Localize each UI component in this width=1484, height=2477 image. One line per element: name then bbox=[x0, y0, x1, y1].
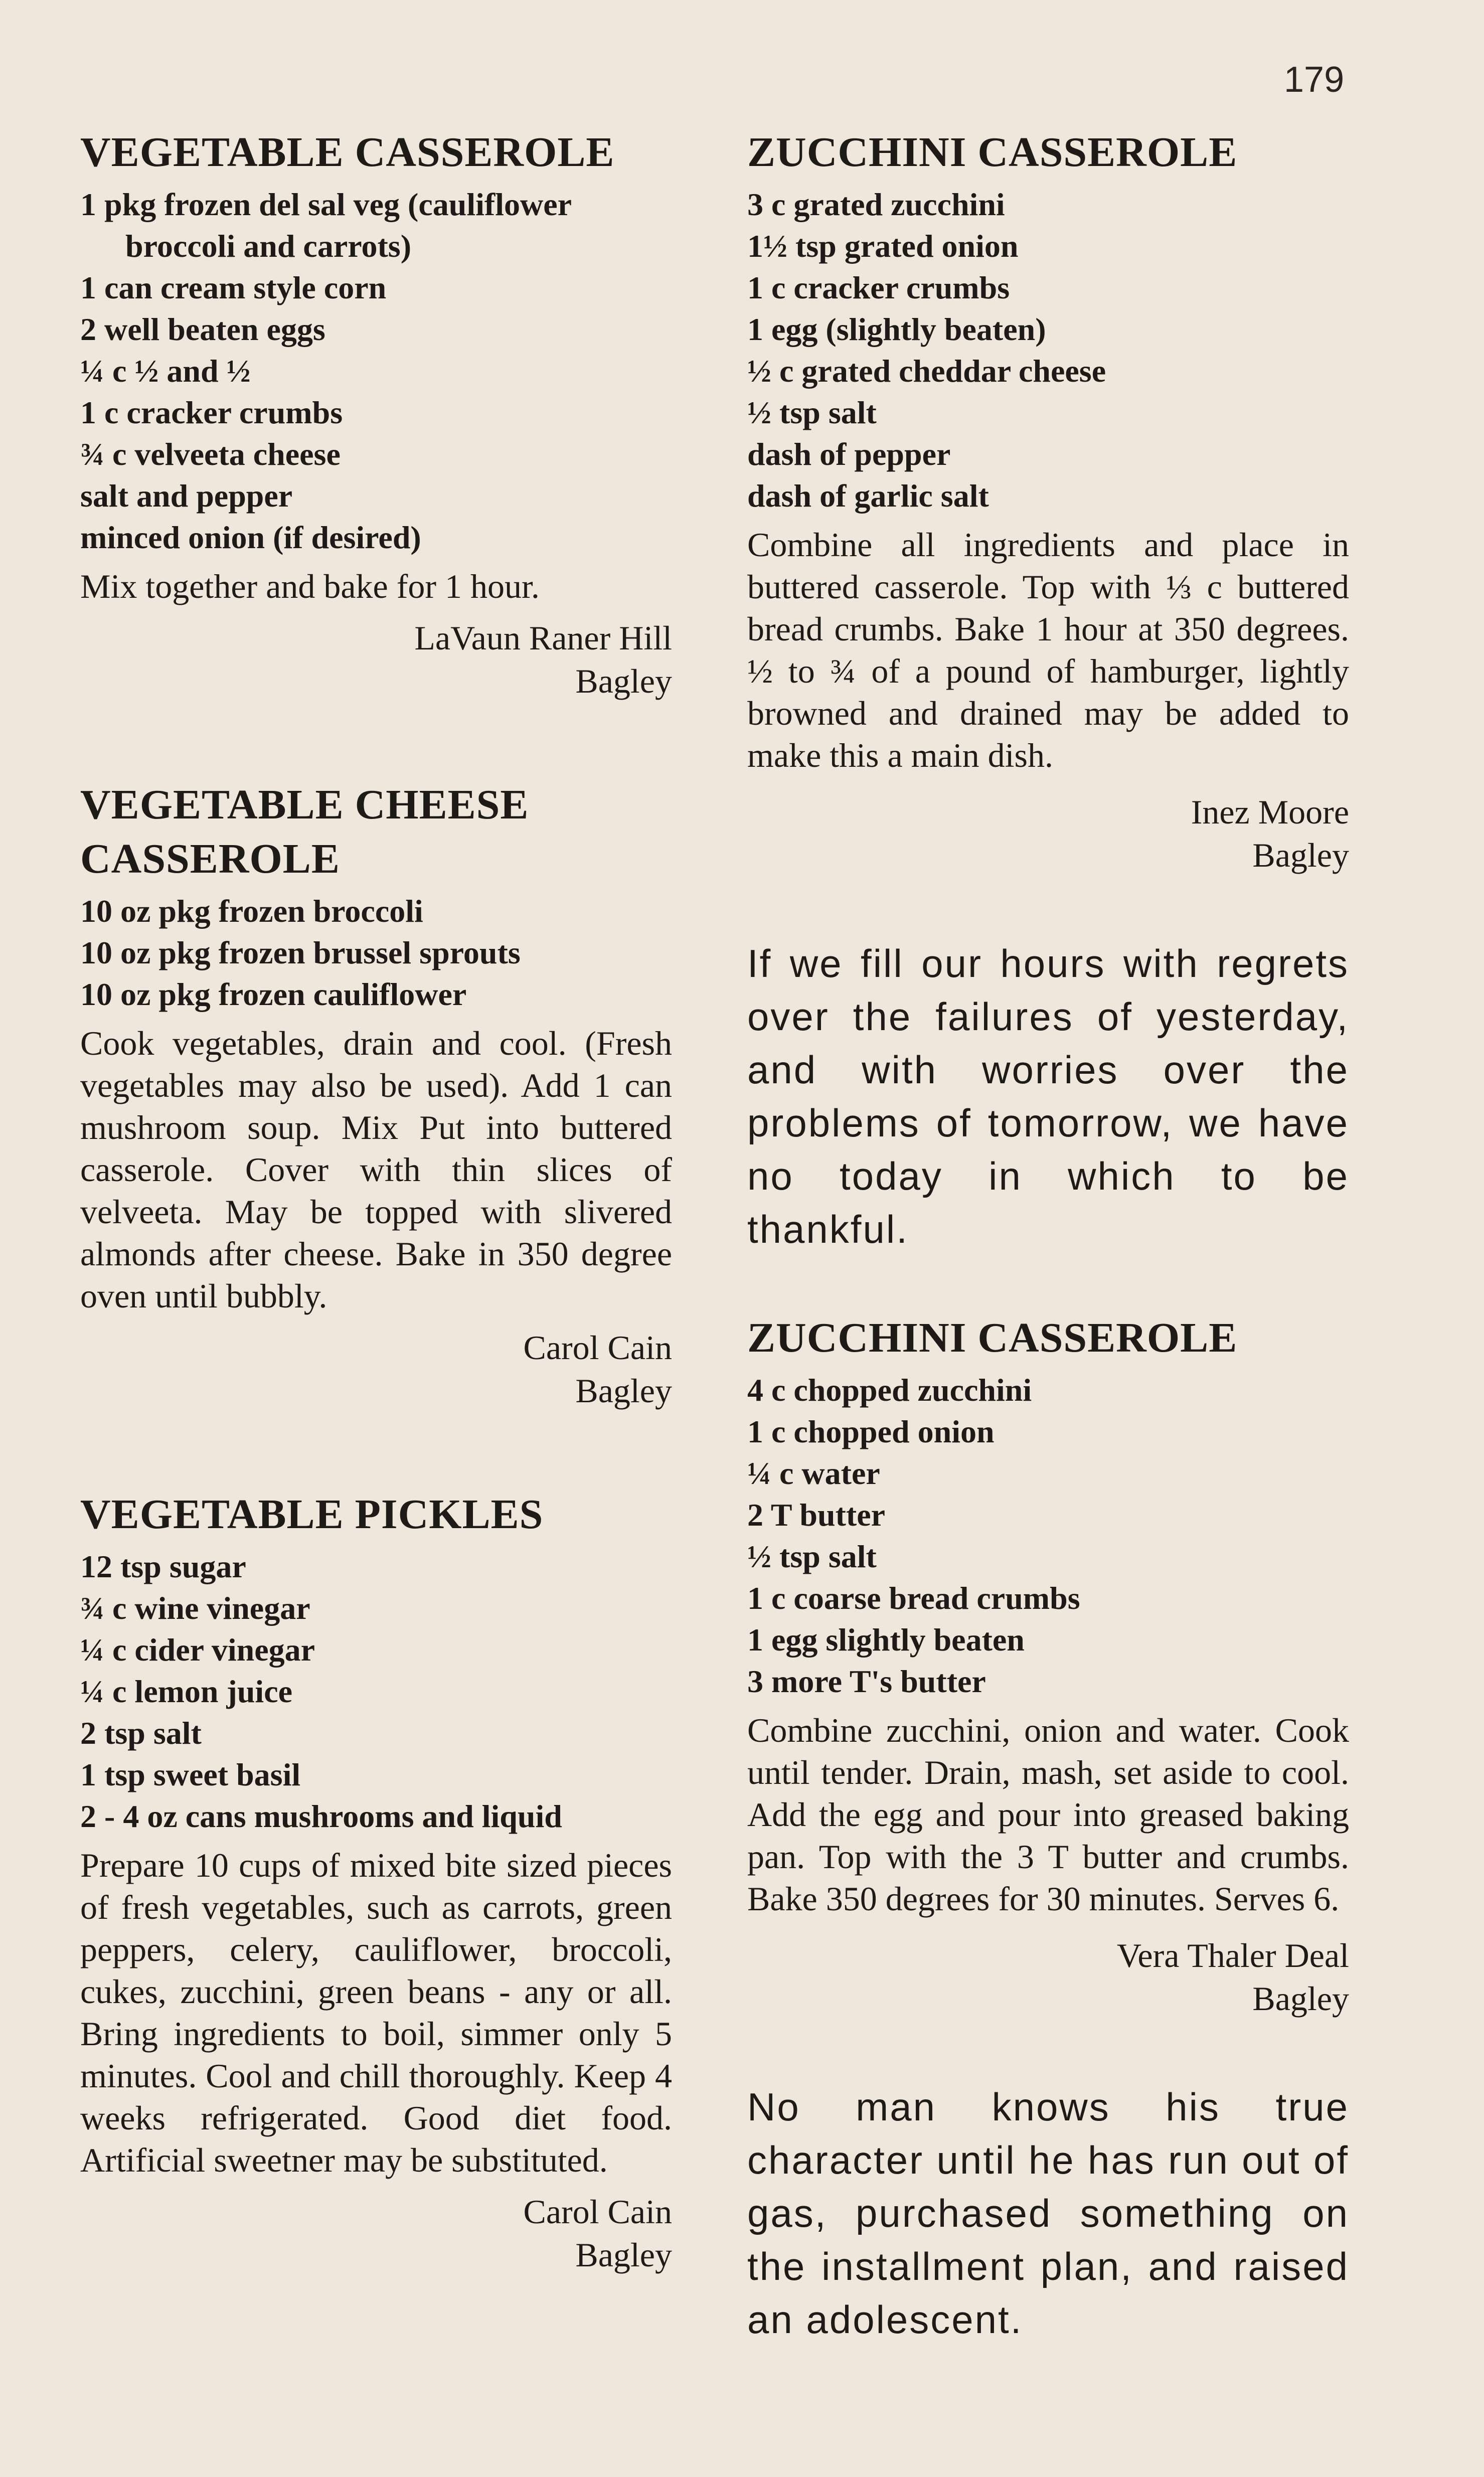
ingredient: 1 c coarse bread crumbs bbox=[747, 1580, 1080, 1616]
ingredient: 2 well beaten eggs bbox=[80, 311, 325, 347]
ingredient: 1 c cracker crumbs bbox=[80, 395, 343, 430]
recipe-instructions: Combine zucchini, onion and water. Cook until tender. Drain, mash, set aside to cool. Add the egg and pour into greased baking pan. Top with the 3 T butter and crumbs. Bake 350 degrees for 30 minutes. Serves 6. bbox=[747, 1711, 1349, 1918]
author-town: Bagley bbox=[1252, 1979, 1349, 2018]
ingredient: salt and pepper bbox=[80, 478, 293, 514]
ingredient: ¾ c velveeta cheese bbox=[80, 436, 341, 472]
left-column bbox=[80, 125, 672, 2276]
ingredient-list bbox=[747, 184, 1349, 517]
ingredient: ½ c grated cheddar cheese bbox=[747, 353, 1106, 389]
ingredient: ½ tsp salt bbox=[747, 395, 877, 430]
ingredient: ½ tsp salt bbox=[747, 1539, 877, 1574]
right-column bbox=[747, 125, 1349, 2401]
recipe-vegetable-pickles bbox=[80, 1488, 672, 2276]
ingredient: 1 egg slightly beaten bbox=[747, 1622, 1025, 1658]
author-name: LaVaun Raner Hill bbox=[414, 619, 672, 657]
ingredient: 1 c chopped onion bbox=[747, 1414, 995, 1449]
recipe-vegetable-cheese-casserole bbox=[80, 778, 672, 1412]
recipe-title: ZUCCHINI CASSEROLE bbox=[747, 1314, 1238, 1361]
ingredient: 1 c cracker crumbs bbox=[747, 270, 1010, 305]
recipe-zucchini-casserole-2 bbox=[747, 1311, 1349, 2020]
author-town: Bagley bbox=[575, 2236, 672, 2274]
author-name: Inez Moore bbox=[1191, 793, 1349, 831]
recipe-instructions: Mix together and bake for 1 hour. bbox=[80, 567, 540, 605]
ingredient: 1 tsp sweet basil bbox=[80, 1757, 301, 1792]
ingredient: 1 pkg frozen del sal veg (cauliflower broccoli and carrots) bbox=[80, 187, 571, 264]
recipe-instructions: Combine all ingredients and place in buttered casserole. Top with ⅓ c buttered bread crumbs. Bake 1 hour at 350 degrees. ½ to ¾ of a pound of hamburger, lightly browned and drained may be added to make this a main dish. bbox=[747, 526, 1349, 774]
ingredient: 12 tsp sugar bbox=[80, 1549, 246, 1584]
ingredient: ¼ c lemon juice bbox=[80, 1674, 292, 1709]
author-name: Carol Cain bbox=[523, 1329, 672, 1367]
ingredient: 10 oz pkg frozen brussel sprouts bbox=[80, 935, 521, 970]
ingredient: 1½ tsp grated onion bbox=[747, 228, 1019, 264]
ingredient: ¼ c ½ and ½ bbox=[80, 353, 251, 389]
recipe-vegetable-casserole bbox=[80, 125, 672, 703]
ingredient-list bbox=[80, 890, 672, 1015]
ingredient: 1 can cream style corn bbox=[80, 270, 387, 305]
ingredient: dash of pepper bbox=[747, 436, 951, 472]
author-name: Carol Cain bbox=[523, 2193, 672, 2231]
ingredient: 3 more T's butter bbox=[747, 1664, 986, 1699]
recipe-author bbox=[80, 616, 672, 703]
ingredient-list bbox=[80, 1546, 672, 1837]
recipe-title: VEGETABLE CHEESE CASSEROLE bbox=[80, 781, 529, 882]
ingredient: 3 c grated zucchini bbox=[747, 187, 1005, 222]
page-number: 179 bbox=[1284, 60, 1345, 100]
author-name: Vera Thaler Deal bbox=[1116, 1936, 1349, 1974]
filler-quote-character: No man knows his true character until he has run out of gas, purchased something on the installment plan, and raised an adolescent. bbox=[747, 2085, 1349, 2342]
recipe-title: VEGETABLE PICKLES bbox=[80, 1491, 544, 1538]
ingredient-list bbox=[747, 1369, 1349, 1702]
ingredient: 10 oz pkg frozen broccoli bbox=[80, 893, 423, 929]
recipe-author bbox=[80, 2190, 672, 2276]
recipe-instructions: Prepare 10 cups of mixed bite sized pieces of fresh vegetables, such as carrots, green peppers, celery, cauliflower, broccoli, cukes, zucchini, green beans - any or all. Bring ingredients to boil, simmer only 5 minutes. Cool and chill thoroughly. Keep 4 weeks refrigerated. Good diet food. Artificial sweetner may be substituted. bbox=[80, 1846, 672, 2179]
ingredient: minced onion (if desired) bbox=[80, 520, 421, 555]
ingredient: 1 egg (slightly beaten) bbox=[747, 311, 1046, 347]
author-town: Bagley bbox=[1252, 836, 1349, 874]
recipe-title: VEGETABLE CASSEROLE bbox=[80, 129, 615, 176]
recipe-instructions: Cook vegetables, drain and cool. (Fresh vegetables may also be used). Add 1 can mushroom soup. Mix Put into buttered casserole. Cover with thin slices of velveeta. May be topped with slivered almonds after cheese. Bake in 350 degree oven until bubbly. bbox=[80, 1024, 672, 1315]
ingredient: 2 tsp salt bbox=[80, 1715, 202, 1751]
ingredient: ¾ c wine vinegar bbox=[80, 1590, 310, 1626]
ingredient: 2 - 4 oz cans mushrooms and liquid bbox=[80, 1798, 562, 1834]
recipe-author bbox=[747, 1934, 1349, 2020]
ingredient-list bbox=[80, 184, 672, 558]
ingredient: 2 T butter bbox=[747, 1497, 885, 1533]
recipe-zucchini-casserole-1 bbox=[747, 125, 1349, 877]
filler-quote-thankful: If we fill our hours with regrets over the failures of yesterday, and with worries over the problems of tomorrow, we have no today in which to be thankful. bbox=[747, 941, 1349, 1251]
ingredient: 4 c chopped zucchini bbox=[747, 1372, 1032, 1408]
recipe-author bbox=[747, 790, 1349, 877]
recipe-author bbox=[80, 1326, 672, 1412]
author-town: Bagley bbox=[575, 662, 672, 700]
ingredient: 10 oz pkg frozen cauliflower bbox=[80, 976, 467, 1012]
author-town: Bagley bbox=[575, 1372, 672, 1410]
ingredient: ¼ c cider vinegar bbox=[80, 1632, 315, 1668]
ingredient: dash of garlic salt bbox=[747, 478, 989, 514]
ingredient: ¼ c water bbox=[747, 1455, 880, 1491]
recipe-title: ZUCCHINI CASSEROLE bbox=[747, 129, 1238, 176]
